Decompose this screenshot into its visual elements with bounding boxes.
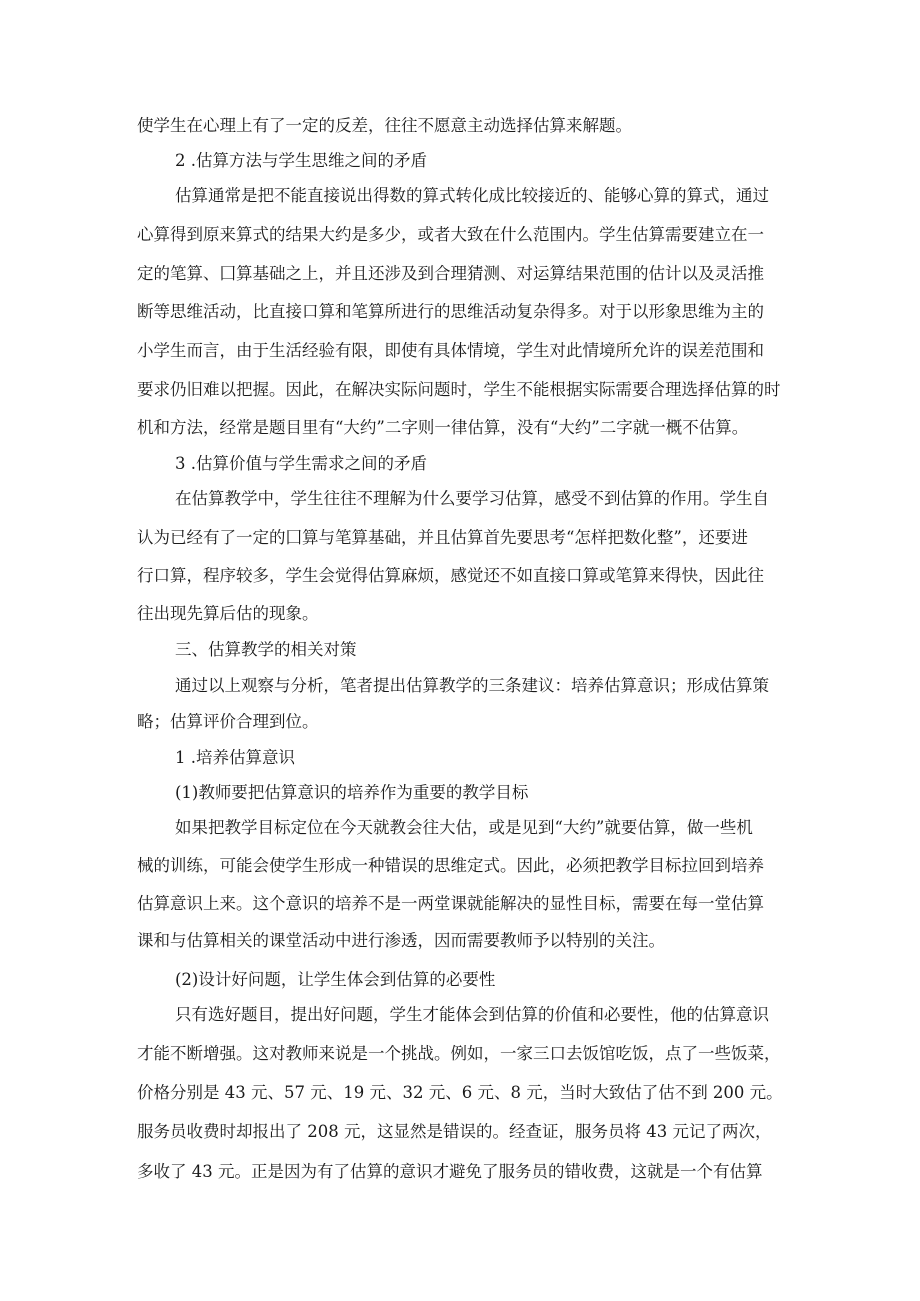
- subsection-heading: (2)设计好问题，让学生体会到估算的必要性: [175, 970, 496, 989]
- text-line: 课和与估算相关的课堂活动中进行渗透，因而需要教师予以特别的关注。: [137, 931, 665, 950]
- text-line: 械的训练，可能会使学生形成一种错误的思维定式。因此，必须把教学目标拉回到培养: [137, 856, 764, 875]
- chapter-heading: 三、估算教学的相关对策: [175, 640, 357, 659]
- text-line: 机和方法，经常是题目里有“大约”二字则一律估算，没有“大约”二字就一概不估算。: [137, 418, 749, 437]
- text-line: 价格分别是 43 元、57 元、19 元、32 元、6 元、8 元，当时大致估了估不到 200 元。: [137, 1083, 783, 1102]
- text-line: 估算通常是把不能直接说出得数的算式转化成比较接近的、能够心算的算式，通过: [175, 186, 769, 205]
- text-line: 在估算教学中，学生往往不理解为什么要学习估算，感受不到估算的作用。学生自: [175, 489, 769, 508]
- text-line: 行口算，程序较多，学生会觉得估算麻烦，感觉还不如直接口算或笔算来得快，因此往: [137, 566, 764, 585]
- text-line: 只有选好题目，提出好问题，学生才能体会到估算的价值和必要性，他的估算意识: [175, 1005, 769, 1024]
- text-line: 使学生在心理上有了一定的反差，往往不愿意主动选择估算来解题。: [137, 116, 632, 135]
- text-line: 断等思维活动，比直接口算和笔算所进行的思维活动复杂得多。对于以形象思维为主的: [137, 302, 764, 321]
- text-line: 心算得到原来算式的结果大约是多少，或者大致在什么范围内。学生估算需要建立在一: [137, 225, 764, 244]
- text-line: 通过以上观察与分析，笔者提出估算教学的三条建议：培养估算意识；形成估算策: [175, 676, 769, 695]
- text-line: 小学生而言，由于生活经验有限，即使有具体情境，学生对此情境所允许的误差范围和: [137, 341, 764, 360]
- section-heading: 1 .培养估算意识: [175, 748, 295, 767]
- section-heading: 3 .估算价值与学生需求之间的矛盾: [175, 454, 427, 473]
- text-line: 如果把教学目标定位在今天就教会往大估，或是见到“大约”就要估算，做一些机: [175, 818, 753, 837]
- text-line: 往出现先算后估的现象。: [137, 604, 319, 623]
- text-line: 多收了 43 元。正是因为有了估算的意识才避免了服务员的错收费，这就是一个有估算: [137, 1162, 763, 1181]
- text-line: 要求仍旧难以把握。因此，在解决实际问题时，学生不能根据实际需要合理选择估算的时: [137, 380, 781, 399]
- text-line: 定的笔算、囗算基础之上，并且还涉及到合理猜测、对运算结果范围的估计以及灵活推: [137, 264, 764, 283]
- subsection-heading: (1)教师要把估算意识的培养作为重要的教学目标: [175, 783, 529, 802]
- section-heading: 2 .估算方法与学生思维之间的矛盾: [175, 151, 427, 170]
- text-line: 服务员收费时却报出了 208 元，这显然是错误的。经查证，服务员将 43 元记了两次，: [137, 1122, 772, 1141]
- text-line: 才能不断增强。这对教师来说是一个挑战。例如，一家三口去饭馆吃饭，点了一些饭菜，: [137, 1044, 781, 1063]
- text-line: 认为已经有了一定的囗算与笔算基础，并且估算首先要思考“怎样把数化整”，还要进: [137, 528, 748, 547]
- text-line: 估算意识上来。这个意识的培养不是一两堂课就能解决的显性目标，需要在每一堂估算: [137, 894, 764, 913]
- text-line: 略；估算评价合理到位。: [137, 712, 319, 731]
